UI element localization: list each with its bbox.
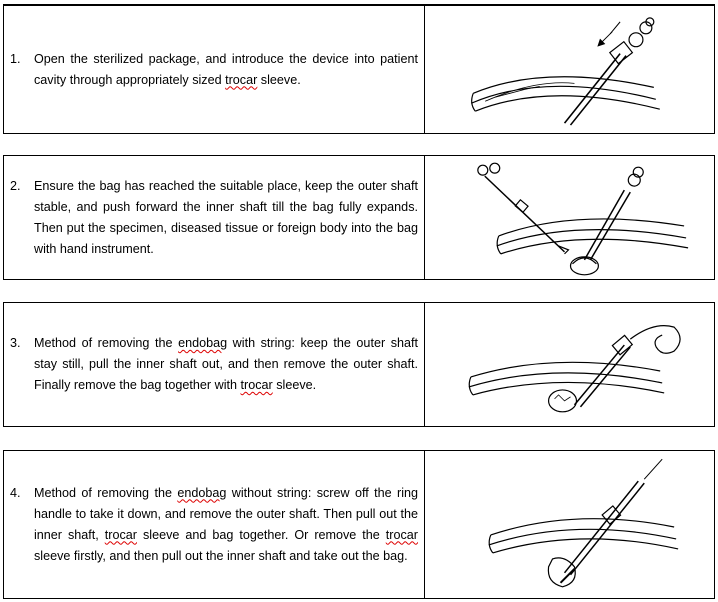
step-text-cell: [4, 156, 425, 279]
removal-with-string-illustration: [425, 303, 714, 426]
step-text-cell: [4, 6, 425, 133]
insertion-illustration: [425, 6, 714, 133]
step-description: Method of removing the endobag with string: keep the outer shaft stay still, pull the inner shaft out, and then remove the outer shaft. Finally remove the bag together with trocar sleeve.: [34, 336, 419, 392]
step-instruction: [10, 49, 418, 91]
step-row-1: [3, 4, 715, 134]
step-number: 3.: [10, 336, 21, 350]
removal-without-string-illustration: [425, 451, 714, 598]
step-description: Open the sterilized package, and introduce the device into patient cavity through appropriately sized trocar sleeve.: [34, 51, 418, 87]
step-row-4: [3, 450, 715, 599]
step-number: 1.: [10, 51, 21, 66]
step-illustration-cell: [425, 6, 714, 133]
step-instruction: [10, 333, 418, 396]
step-illustration-cell: [425, 156, 714, 279]
step-text-cell: [4, 451, 425, 598]
step-description: Ensure the bag has reached the suitable place, keep the outer shaft stable, and push forward the inner shaft till the bag fully expands. Then put the specimen, diseased tissue or foreign body into the bag with hand instrument.: [34, 178, 418, 256]
step-instruction: [10, 176, 418, 260]
step-instruction: [10, 483, 418, 567]
step-number: 2.: [10, 178, 21, 193]
step-illustration-cell: [425, 451, 714, 598]
step-row-2: [3, 155, 715, 280]
bag-deployment-illustration: [425, 156, 714, 279]
step-text-cell: [4, 303, 425, 426]
step-illustration-cell: [425, 303, 714, 426]
step-description: Method of removing the endobag without string: screw off the ring handle to take it down, and remove the outer shaft. Then pull out the inner shaft, trocar sleeve and bag together. Or remove the trocar sleeve firstly, and then pull out the inner shaft and take out the bag.: [34, 485, 418, 563]
step-row-3: [3, 302, 715, 427]
step-number: 4.: [10, 485, 21, 500]
